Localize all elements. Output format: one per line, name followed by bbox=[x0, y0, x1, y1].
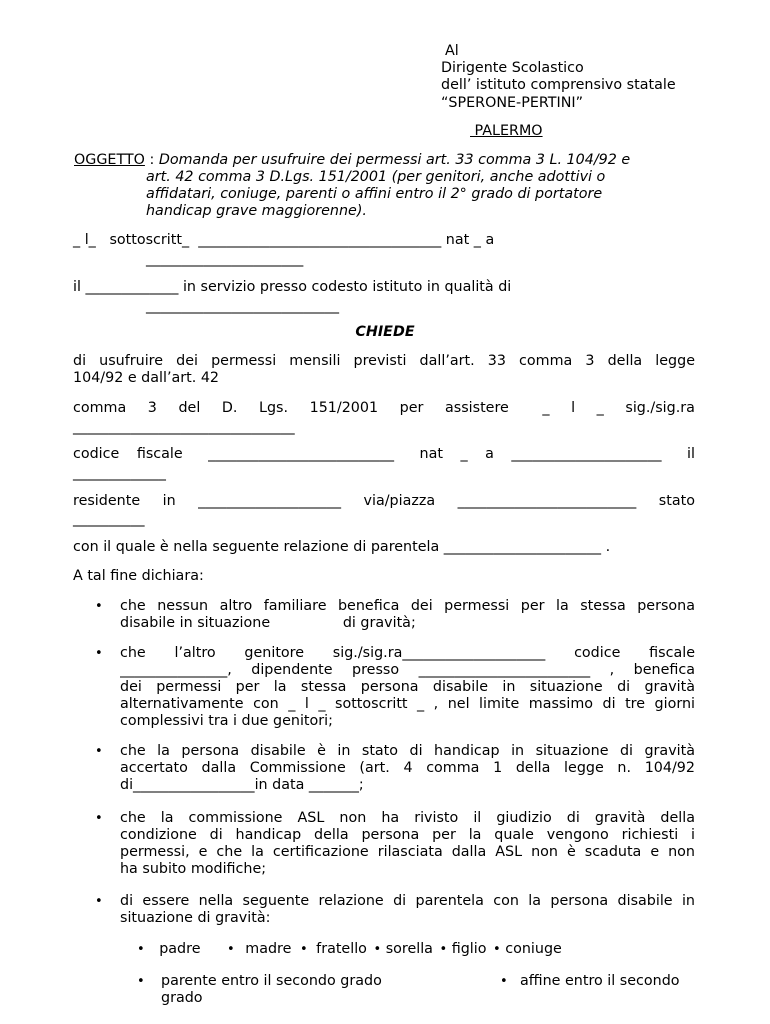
decl-3-line-3: di_________________in data _______; bbox=[120, 777, 364, 793]
decl-2-line-4: alternativamente con _ l _ sottoscritt _ , nel limite massimo di tre giorni bbox=[120, 696, 695, 712]
r2-word: il bbox=[687, 446, 695, 462]
r1-word: sig./sig.ra bbox=[625, 400, 695, 416]
r3-word: ____________________ bbox=[198, 493, 342, 509]
decl-4-line-1: che la commissione ASL non ha rivisto il giudizio di gravità della bbox=[120, 810, 695, 826]
request-heading: CHIEDE bbox=[355, 324, 415, 340]
subject-line-3: affidatari, coniuge, parenti o affini entro il 2° grado di portatore bbox=[146, 186, 603, 202]
r3-word: in bbox=[162, 493, 176, 509]
r2-word: __________________________ bbox=[208, 446, 395, 462]
option-sorella[interactable]: sorella bbox=[385, 941, 433, 957]
request-row-3 bbox=[73, 493, 695, 510]
bullet: • bbox=[137, 974, 145, 989]
option-padre[interactable]: padre bbox=[159, 941, 201, 957]
r3-word: _________________________ bbox=[457, 493, 637, 509]
request-row-2 bbox=[73, 446, 695, 463]
bullet: • bbox=[95, 894, 103, 909]
option-figlio[interactable]: figlio bbox=[451, 941, 487, 957]
bullet: • bbox=[299, 942, 308, 957]
r1-word: _ bbox=[596, 400, 604, 416]
request-relationship-line: con il quale è nella seguente relazione di parentela ______________________ . bbox=[73, 539, 611, 555]
option-affine[interactable]: affine entro il secondo bbox=[520, 973, 680, 989]
decl-2-line-2: _______________, dipendente presso ________________________ , benefica bbox=[120, 662, 695, 678]
bullet: • bbox=[373, 942, 382, 957]
option-coniuge[interactable]: coniuge bbox=[505, 941, 562, 957]
request-row-2b: _____________ bbox=[73, 465, 166, 481]
r2-word: codice bbox=[73, 446, 120, 462]
r2-word: _____________________ bbox=[511, 446, 662, 462]
decl-2-line-1: che l’altro genitore sig./sig.ra____________________ codice fiscale bbox=[120, 645, 695, 661]
r1-word: _ bbox=[542, 400, 550, 416]
bullet: • bbox=[493, 942, 501, 957]
subject-line-2: art. 42 comma 3 D.Lgs. 151/2001 (per genitori, anche adottivi o bbox=[146, 169, 606, 185]
r1-word: 3 bbox=[147, 400, 157, 416]
declarant-line-4: ___________________________ bbox=[146, 298, 340, 314]
decl-4-line-2: condizione di handicap della persona per la quale vengono richiesti i bbox=[120, 827, 695, 843]
declarant-line-3: il _____________ in servizio presso codesto istituto in qualità di bbox=[73, 279, 512, 295]
r1-word: comma bbox=[73, 400, 127, 416]
decl-1-line-2: disabile in situazione di gravità; bbox=[120, 615, 416, 631]
declarant-line-2: ______________________ bbox=[146, 251, 304, 267]
relationship-options-row bbox=[137, 941, 562, 958]
recipient-line-dirigente: Dirigente Scolastico bbox=[441, 60, 584, 76]
request-row-1b: _______________________________ bbox=[73, 419, 295, 435]
decl-2-line-3: dei permessi per la stessa persona disabile in situazione di gravità bbox=[120, 679, 695, 695]
subject-line-4: handicap grave maggiorenne). bbox=[146, 203, 367, 219]
subject-line-1 bbox=[74, 152, 630, 169]
r2-word: _ bbox=[460, 446, 468, 462]
bullet: • bbox=[137, 942, 145, 957]
bullet: • bbox=[95, 744, 103, 759]
bullet: • bbox=[95, 646, 103, 661]
option-parente[interactable]: parente entro il secondo grado bbox=[161, 973, 382, 989]
request-row-3b: __________ bbox=[73, 511, 145, 527]
r2-word: nat bbox=[419, 446, 443, 462]
decl-4-line-3: permessi, e che la certificazione rilasciata dalla ASL non è scaduta e non bbox=[120, 844, 695, 860]
decl-4-line-4: ha subito modifiche; bbox=[120, 861, 267, 877]
option-fratello[interactable]: fratello bbox=[316, 941, 367, 957]
recipient-city: PALERMO bbox=[470, 123, 543, 139]
r1-word: Lgs. bbox=[259, 400, 289, 416]
r1-word: D. bbox=[221, 400, 238, 416]
r2-word: a bbox=[485, 446, 494, 462]
decl-3-line-1: che la persona disabile è in stato di handicap in situazione di gravità bbox=[120, 743, 695, 759]
decl-3-line-2: accertato dalla Commissione (art. 4 comma 1 della legge n. 104/92 bbox=[120, 760, 695, 776]
r1-word: per bbox=[399, 400, 424, 416]
r1-word: 151/2001 bbox=[309, 400, 379, 416]
request-p1-line-2: 104/92 e dall’art. 42 bbox=[73, 370, 220, 386]
bullet: • bbox=[439, 942, 448, 957]
decl-5-line-2: situazione di gravità: bbox=[120, 910, 271, 926]
r3-word: stato bbox=[658, 493, 695, 509]
r3-word: via/piazza bbox=[363, 493, 436, 509]
declarant-line-1: _ l_ sottoscritt_ __________________________________ nat _ a bbox=[73, 232, 495, 248]
r1-word: assistere bbox=[444, 400, 509, 416]
option-parente-cont: grado bbox=[161, 990, 203, 1006]
bullet: • bbox=[95, 811, 103, 826]
r2-word: fiscale bbox=[136, 446, 183, 462]
r3-word: residente bbox=[73, 493, 141, 509]
bullet: • bbox=[227, 942, 235, 957]
r1-word: l bbox=[571, 400, 576, 416]
decl-5-line-1: di essere nella seguente relazione di parentela con la persona disabile in bbox=[120, 893, 695, 909]
request-p1-line-1: di usufruire dei permessi mensili previsti dall’art. 33 comma 3 della legge bbox=[73, 353, 695, 369]
recipient-line-istituto: dell’ istituto comprensivo statale bbox=[441, 77, 676, 93]
subject-text-1: Domanda per usufruire dei permessi art. 33 comma 3 L. 104/92 e bbox=[158, 152, 631, 168]
recipient-line-school-name: “SPERONE-PERTINI” bbox=[441, 95, 584, 111]
recipient-line-al: Al bbox=[445, 43, 459, 59]
option-madre[interactable]: madre bbox=[245, 941, 292, 957]
request-declaration-intro: A tal fine dichiara: bbox=[73, 568, 204, 584]
request-row-1 bbox=[73, 400, 695, 417]
subject-label: OGGETTO bbox=[74, 152, 145, 168]
bullet: • bbox=[500, 974, 508, 989]
subject-separator: : bbox=[144, 152, 159, 168]
bullet: • bbox=[95, 599, 103, 614]
decl-2-line-5: complessivi tra i due genitori; bbox=[120, 713, 333, 729]
decl-1-line-1: che nessun altro familiare benefica dei permessi per la stessa persona bbox=[120, 598, 695, 614]
r1-word: del bbox=[178, 400, 201, 416]
